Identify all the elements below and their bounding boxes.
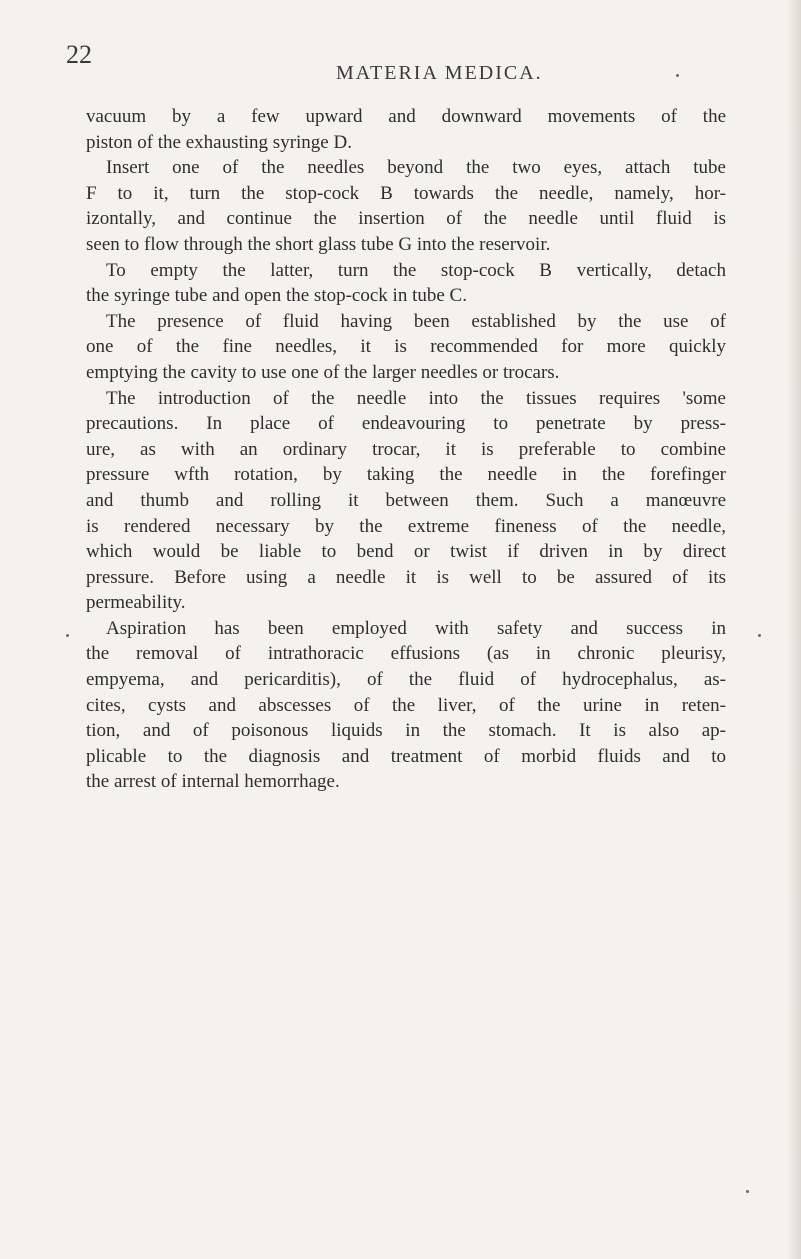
text-line: Insert one of the needles beyond the two eyes, attach tube	[106, 157, 726, 179]
text-line: seen to flow through the short glass tube G into the reservoir.	[86, 233, 551, 255]
text-line: cites, cysts and abscesses of the liver, of the urine in reten-	[86, 694, 726, 716]
page-edge-shadow	[787, 0, 801, 1259]
text-line: plicable to the diagnosis and treatment of morbid fluids and to	[86, 745, 726, 767]
text-line: piston of the exhausting syringe D.	[86, 131, 352, 153]
print-speck	[758, 634, 761, 637]
print-speck	[746, 1190, 749, 1193]
text-line: one of the fine needles, it is recommended for more quickly	[86, 336, 726, 358]
text-line: is rendered necessary by the extreme fineness of the needle,	[86, 515, 726, 537]
running-title: MATERIA MEDICA.	[336, 62, 543, 84]
text-line: To empty the latter, turn the stop-cock B vertically, detach	[106, 259, 726, 281]
body-text	[86, 104, 726, 795]
text-line: permeability.	[86, 592, 186, 614]
text-line: the arrest of internal hemorrhage.	[86, 771, 340, 793]
text-line: the syringe tube and open the stop-cock in tube C.	[86, 285, 467, 307]
page-number: 22	[66, 40, 92, 69]
text-line: ure, as with an ordinary trocar, it is preferable to combine	[86, 438, 726, 460]
text-line: The introduction of the needle into the tissues requires 'some	[106, 387, 726, 409]
text-line: izontally, and continue the insertion of the needle until fluid is	[86, 208, 726, 230]
text-line: pressure. Before using a needle it is well to be assured of its	[86, 566, 726, 588]
print-speck	[66, 634, 69, 637]
text-line: tion, and of poisonous liquids in the stomach. It is also ap-	[86, 720, 726, 742]
text-line: F to it, turn the stop-cock B towards the needle, namely, hor-	[86, 182, 726, 204]
text-line: emptying the cavity to use one of the larger needles or trocars.	[86, 361, 560, 383]
text-line: and thumb and rolling it between them. Such a manœuvre	[86, 489, 726, 511]
text-line: pressure wfth rotation, by taking the needle in the forefinger	[86, 464, 726, 486]
print-speck	[676, 74, 679, 77]
text-line: vacuum by a few upward and downward movements of the	[86, 106, 726, 127]
text-line: The presence of fluid having been established by the use of	[106, 310, 726, 332]
text-line: precautions. In place of endeavouring to penetrate by press-	[86, 413, 726, 435]
text-line: which would be liable to bend or twist if driven in by direct	[86, 541, 726, 563]
text-line: empyema, and pericarditis), of the fluid of hydrocephalus, as-	[86, 669, 726, 691]
text-line: the removal of intrathoracic effusions (as in chronic pleurisy,	[86, 643, 726, 665]
text-line: Aspiration has been employed with safety and success in	[106, 617, 726, 639]
